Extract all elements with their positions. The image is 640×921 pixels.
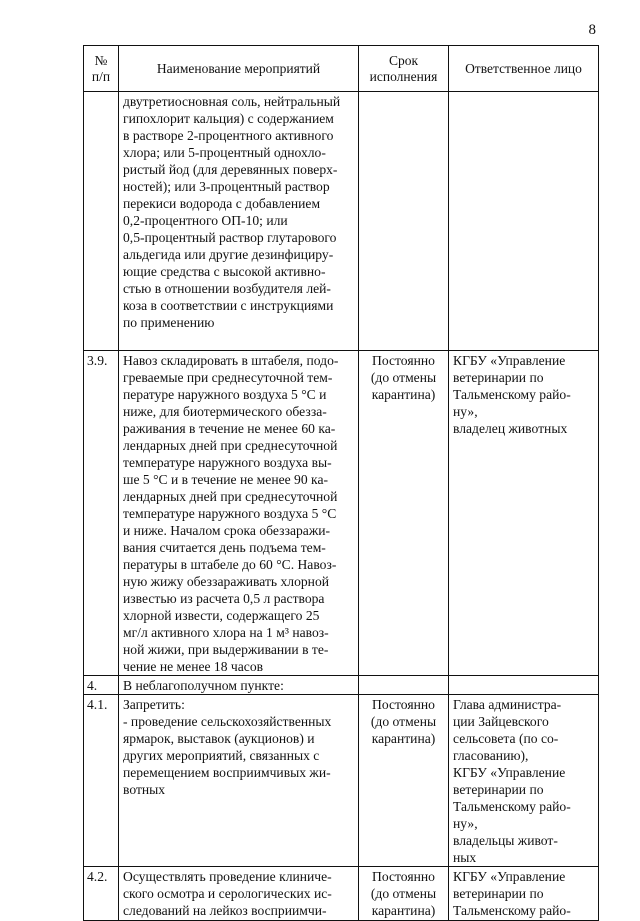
- table-row: [84, 676, 599, 695]
- row-term-cell: [359, 676, 449, 695]
- row-name-cell: Запретить: - проведение сельскохозяйственных ярмарок, выставок (аукционов) и других мероприятий, связанных с перемещением восприимчивых жи- вотных: [119, 695, 359, 867]
- row-num-cell: 3.9.: [84, 351, 119, 676]
- row-term-cell: [359, 92, 449, 351]
- row-responsible-cell: Глава администра- ции Зайцевского сельсовета (по со- гласованию), КГБУ «Управление ветеринарии по Тальменскому райо- ну», владельцы живот- ных: [449, 695, 599, 867]
- row-name-cell: Осуществлять проведение клиниче- ского осмотра и серологических ис- следований на лейкоз восприимчи-: [119, 867, 359, 921]
- row-num-cell: 4.1.: [84, 695, 119, 867]
- page-number: 8: [588, 22, 596, 38]
- header-name: Наименование мероприятий: [119, 46, 359, 92]
- measures-table: [83, 45, 599, 921]
- row-num-cell: [84, 92, 119, 351]
- table-row: [84, 92, 599, 351]
- row-num-cell: 4.2.: [84, 867, 119, 921]
- row-responsible-cell: КГБУ «Управление ветеринарии по Тальменскому райо-: [449, 867, 599, 921]
- table-header-row: [84, 46, 599, 92]
- row-term-cell: Постоянно (до отмены карантина): [359, 867, 449, 921]
- row-responsible-cell: [449, 676, 599, 695]
- header-term: Срок исполнения: [359, 46, 449, 92]
- row-responsible-cell: КГБУ «Управление ветеринарии по Тальменскому райо- ну», владелец животных: [449, 351, 599, 676]
- row-name-cell: В неблагополучном пункте:: [119, 676, 359, 695]
- row-num-cell: 4.: [84, 676, 119, 695]
- row-name-cell: Навоз складировать в штабеля, подо- греваемые при среднесуточной тем- пературе наружного воздуха 5 °С и ниже, для биотермического обезза- раживания в течение не менее 60 ка- лендарных дней при среднесуточной температуре наружного воздуха вы- ше 5 °С и в течение не менее 90 ка- лендарных дней при среднесуточной температуре наружного воздуха 5 °С и ниже. Началом срока обеззаражи- вания считается день подъема тем- пературы в штабеле до 60 °С. Навоз- ную жижу обеззараживать хлорной известью из расчета 0,5 л раствора хлорной извести, содержащего 25 мг/л активного хлора на 1 м³ навоз- ной жижи, при выдерживании в те- чение не менее 18 часов: [119, 351, 359, 676]
- table-row: [84, 695, 599, 867]
- row-name-cell: двутретиосновная соль, нейтральный гипохлорит кальция) с содержанием в растворе 2-процентного активного хлора; или 5-процентный однохло- ристый йод (для деревянных поверх- ностей); или 3-процентный раствор перекиси водорода с добавлением 0,2-процентного ОП-10; или 0,5-процентный раствор глутарового альдегида или другие дезинфициру- ющие средства с высокой активно- стью в отношении возбудителя лей- коза в соответствии с инструкциями по применению: [119, 92, 359, 351]
- row-term-cell: Постоянно (до отмены карантина): [359, 695, 449, 867]
- table-row: [84, 867, 599, 921]
- header-responsible: Ответственное лицо: [449, 46, 599, 92]
- row-term-cell: Постоянно (до отмены карантина): [359, 351, 449, 676]
- header-num: № п/п: [84, 46, 119, 92]
- row-responsible-cell: [449, 92, 599, 351]
- table-row: [84, 351, 599, 676]
